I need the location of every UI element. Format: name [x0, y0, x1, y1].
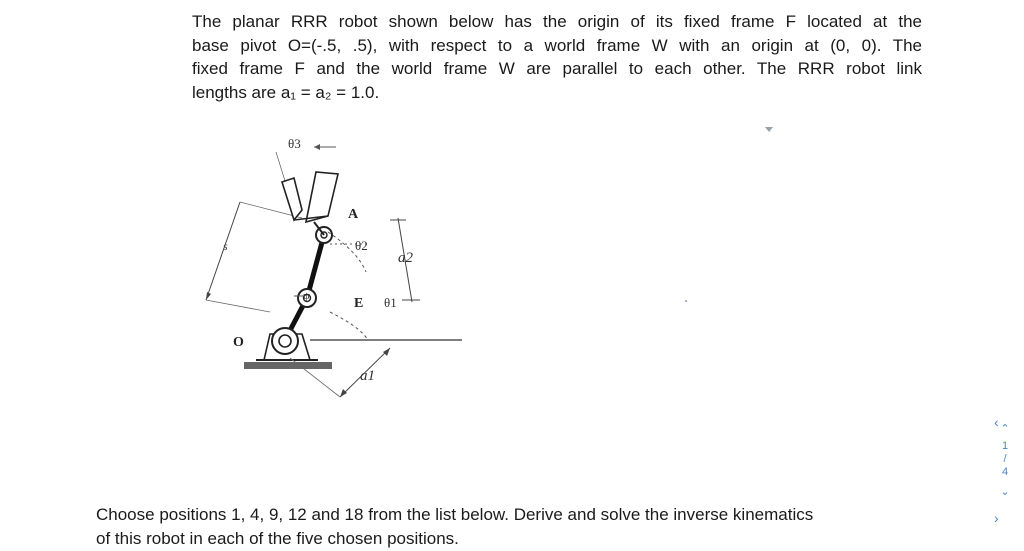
rrr-robot-diagram [190, 122, 480, 417]
total-pages: 4 [1001, 466, 1009, 478]
dimension-s-arrow [206, 292, 211, 300]
page-indicator [994, 422, 1016, 503]
label-psi: ψ [303, 290, 310, 302]
instruction-text [96, 503, 926, 550]
base-pivot-pin [279, 335, 291, 347]
label-s: s [223, 239, 228, 253]
intro-line-1: The planar RRR robot shown below has the origin of its fixed frame F located at the [192, 12, 922, 31]
a1-arrow-top [383, 348, 390, 356]
theta3-arrowhead [314, 144, 320, 150]
intro-line-3: fixed frame F and the world frame W are parallel to each other. The RRR robot link [192, 59, 922, 78]
theta3-reference [276, 152, 286, 184]
label-theta3: θ3 [288, 136, 301, 151]
theta1-arc [330, 312, 368, 340]
chevron-down-icon[interactable]: ⌄ [1000, 486, 1010, 498]
dimension-s-base-extension [206, 300, 270, 312]
ground-base [244, 362, 332, 369]
instruction-line-2: of this robot in each of the five chosen positions. [96, 528, 459, 548]
problem-statement [192, 10, 922, 104]
label-a1: a1 [360, 368, 375, 384]
chevron-right-icon[interactable]: › [994, 510, 999, 526]
label-o: O [233, 335, 244, 350]
a1-arrow-bottom [340, 389, 347, 397]
page-separator: / [1003, 453, 1007, 465]
intro-line-4: lengths are a₁ = a₂ = 1.0. [192, 82, 380, 102]
label-a2: a2 [398, 250, 413, 266]
intro-line-2: base pivot O=(-.5, .5), with respect to a world frame W with an origin at (0, 0). The [192, 35, 922, 55]
instruction-line-1: Choose positions 1, 4, 9, 12 and 18 from the list below. Derive and solve the inverse kinematics [96, 505, 814, 524]
current-page: 1 [1001, 440, 1009, 452]
chevron-left-icon[interactable]: ‹ [994, 414, 999, 430]
label-e: E [354, 296, 364, 311]
label-a: A [348, 207, 359, 222]
gripper-right-jaw [306, 172, 338, 222]
dropdown-marker-icon [765, 127, 773, 132]
label-theta1: θ1 [384, 295, 397, 310]
robot-figure-svg [190, 122, 480, 412]
label-theta2: θ2 [355, 238, 368, 253]
chevron-up-icon[interactable]: ⌃ [1000, 423, 1010, 435]
stray-dot [685, 300, 687, 302]
